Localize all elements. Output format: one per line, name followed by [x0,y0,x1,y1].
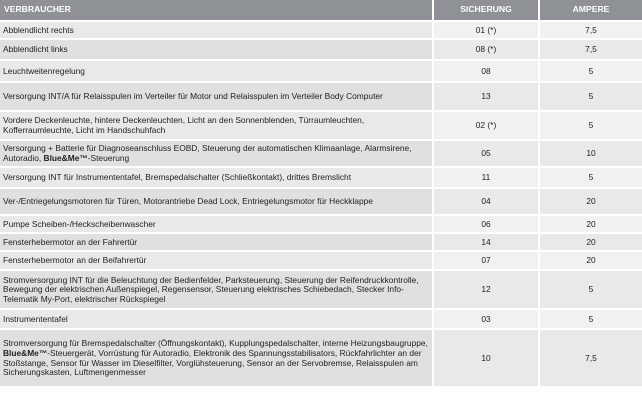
table-row [0,60,642,82]
ampere-cell: 20 [539,251,642,270]
table-row [0,167,642,188]
fuse-cell: 11 [433,167,539,188]
consumer-text: Leuchtweitenregelung [3,65,85,76]
fuse-cell: 13 [433,82,539,111]
table-row [0,233,642,251]
ampere-cell: 10 [539,140,642,167]
table-row [0,39,642,60]
consumer-cell [0,167,433,188]
ampere-cell: 20 [539,215,642,233]
consumer-cell [0,111,433,140]
column-header-ampere: AMPERE [539,0,642,21]
fuse-cell: 07 [433,251,539,270]
consumer-text: Versorgung + Batterie für Diagnoseanschluss EOBD, Steuerung der automatischen Klimaanlage, Alarmsirene, Autoradio, [3,143,412,163]
consumer-cell [0,60,433,82]
fuse-cell: 08 (*) [433,39,539,60]
table-row [0,270,642,309]
fuse-cell: 10 [433,329,539,387]
fuse-cell: 02 (*) [433,111,539,140]
consumer-cell [0,39,433,60]
ampere-cell: 20 [539,233,642,251]
fuse-cell: 03 [433,309,539,329]
column-header-consumer: VERBRAUCHER [0,0,433,21]
fuse-cell: 04 [433,188,539,215]
ampere-cell: 7,5 [539,329,642,387]
ampere-cell: 20 [539,188,642,215]
consumer-text: Stromversorgung INT für die Beleuchtung der Bedienfelder, Parksteuerung, Steuerung der Reifendruckkontrolle, Bewegung der elektrischen Außenspiegel, Regensensor, Steuerung elektrisches Schiebedach, Stecker Info-Telematik My-Port, elektrischer Rückspiegel [3,274,419,304]
table-row [0,251,642,270]
consumer-text: Versorgung INT/A für Relaisspulen im Verteiler für Motor und Relaisspulen im Verteiler Body Computer [3,91,383,102]
brand-name: Blue&Me™ [43,153,88,163]
consumer-text: Ver-/Entriegelungsmotoren für Türen, Motorantriebe Dead Lock, Entriegelungsmotor für Heckklappe [3,196,373,207]
consumer-cell [0,215,433,233]
table-row [0,309,642,329]
ampere-cell: 5 [539,309,642,329]
table-row [0,111,642,140]
consumer-text: Abblendlicht rechts [3,24,74,35]
consumer-cell [0,329,433,387]
ampere-cell: 5 [539,111,642,140]
ampere-cell: 7,5 [539,39,642,60]
consumer-text: Abblendlicht links [3,44,68,55]
consumer-cell [0,140,433,167]
fuse-cell: 01 (*) [433,21,539,39]
table-row [0,329,642,387]
fuse-cell: 05 [433,140,539,167]
ampere-cell: 7,5 [539,21,642,39]
consumer-text: Fensterhebermotor an der Beifahrertür [3,255,147,266]
table-row [0,140,642,167]
table-row [0,82,642,111]
consumer-cell [0,270,433,309]
column-header-fuse: SICHERUNG [433,0,539,21]
consumer-text: Pumpe Scheiben-/Heckscheibenwascher [3,218,156,229]
ampere-cell: 5 [539,60,642,82]
table-row [0,215,642,233]
consumer-text: Vordere Deckenleuchte, hintere Deckenleuchten, Licht an den Sonnenblenden, Türraumleuchten, Kofferraumleuchte, Licht im Handschuhfach [3,115,365,135]
ampere-cell: 5 [539,167,642,188]
table-row [0,21,642,39]
fuse-cell: 08 [433,60,539,82]
ampere-cell: 5 [539,270,642,309]
consumer-cell [0,233,433,251]
consumer-cell [0,309,433,329]
consumer-text: Stromversorgung für Bremspedalschalter (Öffnungskontakt), Kupplungspedalschalter, interne Heizungsbaugruppe, [3,338,428,349]
fuse-cell: 12 [433,270,539,309]
consumer-text: Fensterhebermotor an der Fahrertür [3,236,138,247]
consumer-text: -Steuergerät, Vorrüstung für Autoradio, Elektronik des Spannungsstabilisators, Rückfahrlichter an der Stoßstange, Sensor für Wasser im Dieselfilter, Vorglühsteuerung, Sensor an der Servobremse, Relaisspulen am Sicherungskasten, Luftmengenmesser [3,347,422,378]
consumer-cell [0,251,433,270]
consumer-cell [0,21,433,39]
table-header-row [0,0,642,21]
consumer-text: -Steuerung [87,153,130,163]
fuse-cell: 14 [433,233,539,251]
consumer-text: Instrumententafel [3,313,68,324]
consumer-cell [0,188,433,215]
table-row [0,188,642,215]
ampere-cell: 5 [539,82,642,111]
brand-name: Blue&Me™ [3,347,48,358]
fuse-cell: 06 [433,215,539,233]
consumer-text: Versorgung INT für Instrumententafel, Bremspedalschalter (Schließkontakt), drittes Bremslicht [3,172,352,183]
consumer-cell [0,82,433,111]
